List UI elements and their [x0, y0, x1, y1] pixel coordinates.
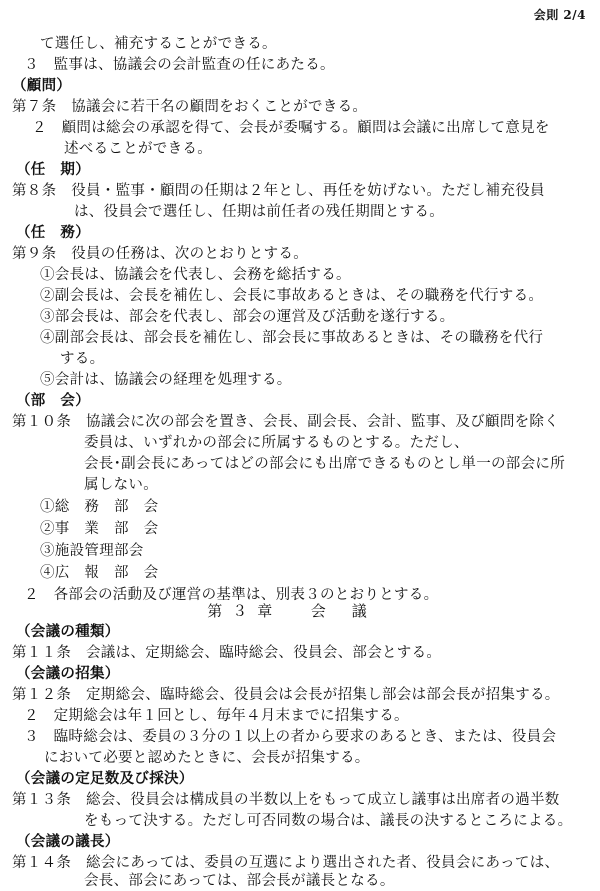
chapter-number: 第３章 — [207, 602, 283, 620]
text-line: 述べることができる。 — [64, 141, 212, 157]
text-line: て選任し、補充することができる。 — [40, 36, 277, 52]
text-line: において必要と認めたときに、会長が招集する。 — [44, 750, 370, 766]
page-reference: 会則 2/4 — [533, 8, 586, 22]
text-line: 会長、部会にあっては、部会長が議長となる。 — [84, 873, 395, 889]
article-line: 第１２条 定期総会、臨時総会、役員会は会長が招集し部会は部会長が招集する。 — [12, 687, 560, 703]
text-line: ２ 定期総会は年１回とし、毎年４月末までに招集する。 — [24, 708, 409, 724]
section-heading: （任 務） — [16, 224, 90, 241]
article-line: 第１４条 総会にあっては、委員の互選により選出された者、役員会にあっては、 — [12, 855, 560, 871]
section-heading: （部 会） — [16, 392, 90, 409]
text-line: ３ 監事は、協議会の会計監査の任にあたる。 — [24, 57, 335, 73]
section-heading: （任 期） — [16, 161, 90, 178]
list-item: ④広 報 部 会 — [40, 565, 159, 581]
section-heading: （会議の招集） — [16, 665, 120, 682]
list-item: ③部会長は、部会を代表し、部会の運営及び活動を遂行する。 — [40, 309, 455, 325]
article-line: 第９条 役員の任務は、次のとおりとする。 — [12, 246, 308, 262]
section-heading: （会議の定足数及び採決） — [16, 770, 194, 787]
article-line: 第１３条 総会、役員会は構成員の半数以上をもって成立し議事は出席者の過半数 — [12, 792, 560, 808]
list-item: ②事 業 部 会 — [40, 521, 159, 537]
text-line: 委員は、いずれかの部会に所属するものとする。ただし、 — [84, 435, 469, 451]
section-heading: （会議の種類） — [16, 623, 120, 640]
text-line: 会長･副会長にあってはどの部会にも出席できるものとし単一の部会に所 — [84, 456, 566, 472]
text-line: ２ 各部会の活動及び運営の基準は、別表３のとおりとする。 — [24, 587, 439, 603]
article-line: 第１０条 協議会に次の部会を置き、会長、副会長、会計、監事、及び顧問を除く — [12, 414, 560, 430]
section-heading: （顧問） — [12, 77, 72, 94]
text-line: ２ 顧問は総会の承認を得て、会長が委嘱する。顧問は会議に出席して意見を — [32, 120, 550, 136]
list-item: ②副会長は、会長を補佐し、会長に事故あるときは、その職務を代行する。 — [40, 288, 544, 304]
text-line: をもって決する。ただし可否同数の場合は、議長の決するところによる。 — [84, 813, 573, 829]
text-line: 属しない。 — [84, 477, 158, 493]
chapter-heading — [0, 600, 600, 621]
text-line: は、役員会で選任し、任期は前任者の残任期間とする。 — [74, 204, 444, 220]
list-item: ④副部会長は、部会長を補佐し、部会長に事故あるときは、その職務を代行 — [40, 330, 544, 346]
list-item: ⑤会計は、協議会の経理を処理する。 — [40, 372, 292, 388]
text-line: ３ 臨時総会は、委員の３分の１以上の者から要求のあるとき、または、役員会 — [24, 729, 557, 745]
list-item: ①会長は、協議会を代表し、会務を総括する。 — [40, 267, 351, 283]
text-line: する。 — [60, 351, 105, 367]
list-item: ①総 務 部 会 — [40, 499, 159, 515]
list-item: ③施設管理部会 — [40, 543, 144, 559]
chapter-title: 会議 — [310, 602, 393, 620]
section-heading: （会議の議長） — [16, 833, 120, 850]
article-line: 第７条 協議会に若干名の顧問をおくことができる。 — [12, 99, 368, 115]
article-line: 第１１条 会議は、定期総会、臨時総会、役員会、部会とする。 — [12, 645, 442, 661]
article-line: 第８条 役員・監事・顧問の任期は２年とし、再任を妨げない。ただし補充役員 — [12, 183, 545, 199]
